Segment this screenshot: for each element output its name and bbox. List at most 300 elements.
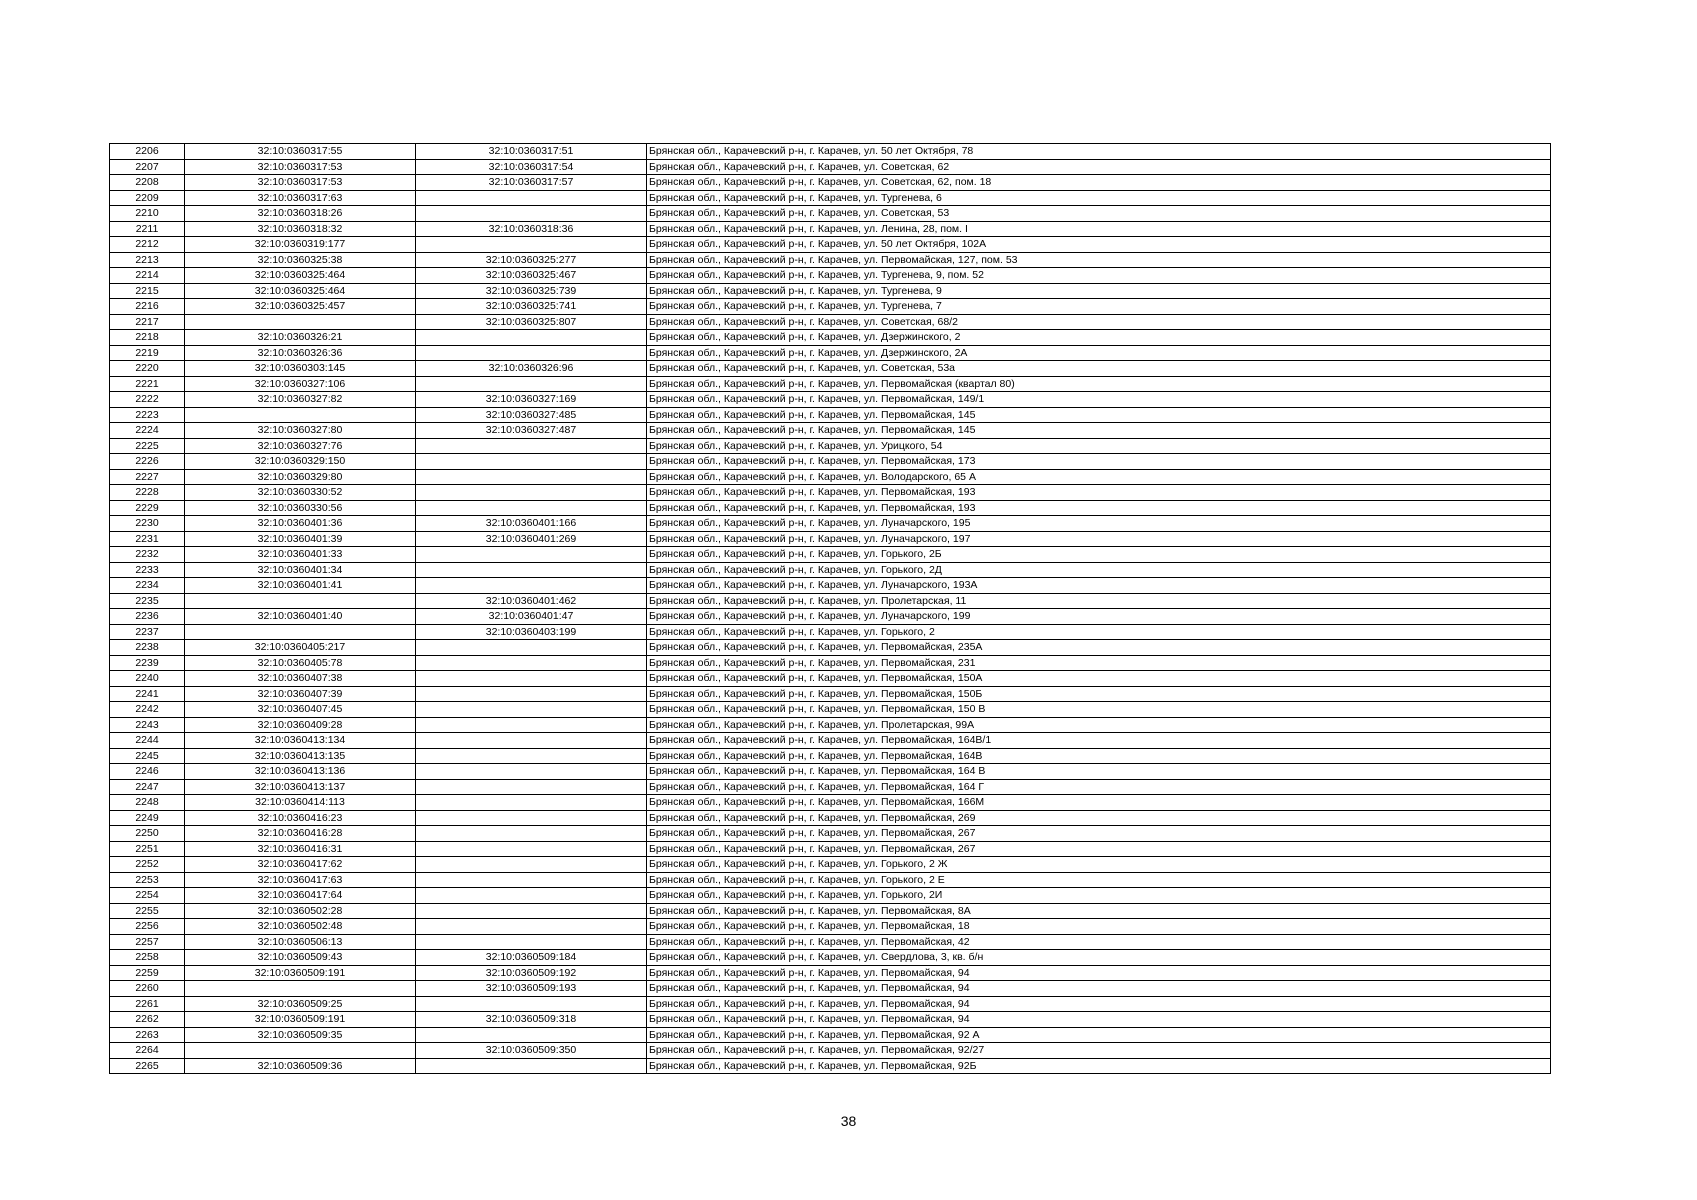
land-cadastral-cell: 32:10:0360401:34 xyxy=(185,562,416,578)
object-cadastral-cell xyxy=(416,345,647,361)
object-cadastral-cell xyxy=(416,686,647,702)
object-cadastral-cell xyxy=(416,903,647,919)
address-cell: Брянская обл., Карачевский р-н, г. Карачев, ул. Первомайская, 164 Г xyxy=(647,779,1551,795)
table-row xyxy=(110,516,1551,532)
land-cadastral-cell: 32:10:0360327:80 xyxy=(185,423,416,439)
object-cadastral-cell: 32:10:0360325:807 xyxy=(416,314,647,330)
address-cell: Брянская обл., Карачевский р-н, г. Карачев, ул. Первомайская, 164В/1 xyxy=(647,733,1551,749)
row-number-cell: 2240 xyxy=(110,671,185,687)
object-cadastral-cell: 32:10:0360401:462 xyxy=(416,593,647,609)
row-number-cell: 2209 xyxy=(110,190,185,206)
table-row xyxy=(110,190,1551,206)
table-row xyxy=(110,407,1551,423)
table-row xyxy=(110,376,1551,392)
land-cadastral-cell: 32:10:0360317:63 xyxy=(185,190,416,206)
page-number: 38 xyxy=(840,1113,857,1129)
table-row xyxy=(110,345,1551,361)
row-number-cell: 2224 xyxy=(110,423,185,439)
land-cadastral-cell: 32:10:0360401:39 xyxy=(185,531,416,547)
object-cadastral-cell: 32:10:0360317:54 xyxy=(416,159,647,175)
address-cell: Брянская обл., Карачевский р-н, г. Карачев, ул. 50 лет Октября, 102А xyxy=(647,237,1551,253)
row-number-cell: 2243 xyxy=(110,717,185,733)
address-cell: Брянская обл., Карачевский р-н, г. Карачев, ул. Дзержинского, 2 xyxy=(647,330,1551,346)
row-number-cell: 2218 xyxy=(110,330,185,346)
object-cadastral-cell xyxy=(416,500,647,516)
table-row xyxy=(110,237,1551,253)
land-cadastral-cell: 32:10:0360319:177 xyxy=(185,237,416,253)
land-cadastral-cell: 32:10:0360417:63 xyxy=(185,872,416,888)
table-row xyxy=(110,717,1551,733)
table-row xyxy=(110,686,1551,702)
row-number-cell: 2244 xyxy=(110,733,185,749)
address-cell: Брянская обл., Карачевский р-н, г. Карачев, ул. Горького, 2 Ж xyxy=(647,857,1551,873)
object-cadastral-cell xyxy=(416,469,647,485)
table-row xyxy=(110,888,1551,904)
land-cadastral-cell: 32:10:0360325:38 xyxy=(185,252,416,268)
land-cadastral-cell: 32:10:0360329:150 xyxy=(185,454,416,470)
object-cadastral-cell: 32:10:0360317:51 xyxy=(416,144,647,160)
object-cadastral-cell xyxy=(416,438,647,454)
object-cadastral-cell xyxy=(416,872,647,888)
address-cell: Брянская обл., Карачевский р-н, г. Карачев, ул. Горького, 2Д xyxy=(647,562,1551,578)
land-cadastral-cell: 32:10:0360417:62 xyxy=(185,857,416,873)
row-number-cell: 2216 xyxy=(110,299,185,315)
table-row xyxy=(110,919,1551,935)
address-cell: Брянская обл., Карачевский р-н, г. Карачев, ул. Первомайская, 18 xyxy=(647,919,1551,935)
land-cadastral-cell xyxy=(185,593,416,609)
address-cell: Брянская обл., Карачевский р-н, г. Карачев, ул. Тургенева, 9 xyxy=(647,283,1551,299)
row-number-cell: 2232 xyxy=(110,547,185,563)
land-cadastral-cell: 32:10:0360317:53 xyxy=(185,175,416,191)
row-number-cell: 2231 xyxy=(110,531,185,547)
row-number-cell: 2254 xyxy=(110,888,185,904)
land-cadastral-cell: 32:10:0360416:31 xyxy=(185,841,416,857)
address-cell: Брянская обл., Карачевский р-н, г. Карачев, ул. Первомайская, 267 xyxy=(647,826,1551,842)
object-cadastral-cell: 32:10:0360509:350 xyxy=(416,1043,647,1059)
address-cell: Брянская обл., Карачевский р-н, г. Карачев, ул. Первомайская, 42 xyxy=(647,934,1551,950)
row-number-cell: 2249 xyxy=(110,810,185,826)
row-number-cell: 2252 xyxy=(110,857,185,873)
table-row xyxy=(110,252,1551,268)
land-cadastral-cell: 32:10:0360502:28 xyxy=(185,903,416,919)
table-row xyxy=(110,175,1551,191)
object-cadastral-cell xyxy=(416,934,647,950)
row-number-cell: 2217 xyxy=(110,314,185,330)
object-cadastral-cell: 32:10:0360326:96 xyxy=(416,361,647,377)
row-number-cell: 2237 xyxy=(110,624,185,640)
address-cell: Брянская обл., Карачевский р-н, г. Карачев, ул. Первомайская, 150 В xyxy=(647,702,1551,718)
object-cadastral-cell xyxy=(416,702,647,718)
address-cell: Брянская обл., Карачевский р-н, г. Карачев, ул. Первомайская, 145 xyxy=(647,423,1551,439)
table-row xyxy=(110,965,1551,981)
land-cadastral-cell: 32:10:0360325:464 xyxy=(185,283,416,299)
object-cadastral-cell xyxy=(416,330,647,346)
row-number-cell: 2206 xyxy=(110,144,185,160)
address-cell: Брянская обл., Карачевский р-н, г. Карачев, ул. Горького, 2 xyxy=(647,624,1551,640)
address-cell: Брянская обл., Карачевский р-н, г. Карачев, ул. Тургенева, 7 xyxy=(647,299,1551,315)
object-cadastral-cell: 32:10:0360509:193 xyxy=(416,981,647,997)
address-cell: Брянская обл., Карачевский р-н, г. Карачев, ул. Дзержинского, 2А xyxy=(647,345,1551,361)
land-cadastral-cell: 32:10:0360325:464 xyxy=(185,268,416,284)
land-cadastral-cell: 32:10:0360509:43 xyxy=(185,950,416,966)
table-row xyxy=(110,593,1551,609)
row-number-cell: 2257 xyxy=(110,934,185,950)
object-cadastral-cell xyxy=(416,826,647,842)
object-cadastral-cell xyxy=(416,190,647,206)
table-row xyxy=(110,361,1551,377)
land-cadastral-cell: 32:10:0360509:35 xyxy=(185,1027,416,1043)
object-cadastral-cell xyxy=(416,1027,647,1043)
row-number-cell: 2259 xyxy=(110,965,185,981)
land-cadastral-cell: 32:10:0360509:191 xyxy=(185,1012,416,1028)
object-cadastral-cell: 32:10:0360325:277 xyxy=(416,252,647,268)
table-row xyxy=(110,872,1551,888)
table-row xyxy=(110,640,1551,656)
object-cadastral-cell xyxy=(416,733,647,749)
object-cadastral-cell xyxy=(416,841,647,857)
row-number-cell: 2253 xyxy=(110,872,185,888)
row-number-cell: 2229 xyxy=(110,500,185,516)
land-cadastral-cell: 32:10:0360502:48 xyxy=(185,919,416,935)
object-cadastral-cell xyxy=(416,237,647,253)
address-cell: Брянская обл., Карачевский р-н, г. Карачев, ул. Ленина, 28, пом. I xyxy=(647,221,1551,237)
address-cell: Брянская обл., Карачевский р-н, г. Карачев, ул. Урицкого, 54 xyxy=(647,438,1551,454)
table-row xyxy=(110,469,1551,485)
address-cell: Брянская обл., Карачевский р-н, г. Карачев, ул. Свердлова, 3, кв. б/н xyxy=(647,950,1551,966)
row-number-cell: 2245 xyxy=(110,748,185,764)
table-row xyxy=(110,826,1551,842)
land-cadastral-cell xyxy=(185,314,416,330)
land-cadastral-cell: 32:10:0360317:55 xyxy=(185,144,416,160)
land-cadastral-cell: 32:10:0360413:134 xyxy=(185,733,416,749)
object-cadastral-cell xyxy=(416,376,647,392)
table-row xyxy=(110,950,1551,966)
land-cadastral-cell: 32:10:0360417:64 xyxy=(185,888,416,904)
address-cell: Брянская обл., Карачевский р-н, г. Карачев, ул. Горького, 2 Е xyxy=(647,872,1551,888)
object-cadastral-cell: 32:10:0360318:36 xyxy=(416,221,647,237)
land-cadastral-cell: 32:10:0360405:78 xyxy=(185,655,416,671)
land-cadastral-cell: 32:10:0360414:113 xyxy=(185,795,416,811)
table-row xyxy=(110,578,1551,594)
row-number-cell: 2239 xyxy=(110,655,185,671)
table-row xyxy=(110,702,1551,718)
address-cell: Брянская обл., Карачевский р-н, г. Карачев, ул. Первомайская, 149/1 xyxy=(647,392,1551,408)
land-cadastral-cell: 32:10:0360407:39 xyxy=(185,686,416,702)
table-row xyxy=(110,609,1551,625)
table-row xyxy=(110,795,1551,811)
table-row xyxy=(110,1012,1551,1028)
land-cadastral-cell xyxy=(185,1043,416,1059)
address-cell: Брянская обл., Карачевский р-н, г. Карачев, ул. Первомайская, 269 xyxy=(647,810,1551,826)
land-cadastral-cell: 32:10:0360407:45 xyxy=(185,702,416,718)
land-cadastral-cell: 32:10:0360413:135 xyxy=(185,748,416,764)
address-cell: Брянская обл., Карачевский р-н, г. Карачев, ул. Володарского, 65 А xyxy=(647,469,1551,485)
table-row xyxy=(110,500,1551,516)
row-number-cell: 2260 xyxy=(110,981,185,997)
land-cadastral-cell: 32:10:0360401:33 xyxy=(185,547,416,563)
object-cadastral-cell xyxy=(416,485,647,501)
row-number-cell: 2241 xyxy=(110,686,185,702)
table-row xyxy=(110,655,1551,671)
object-cadastral-cell: 32:10:0360327:487 xyxy=(416,423,647,439)
address-cell: Брянская обл., Карачевский р-н, г. Карачев, ул. Первомайская, 193 xyxy=(647,500,1551,516)
address-cell: Брянская обл., Карачевский р-н, г. Карачев, ул. Первомайская, 150Б xyxy=(647,686,1551,702)
table-row xyxy=(110,423,1551,439)
row-number-cell: 2213 xyxy=(110,252,185,268)
object-cadastral-cell xyxy=(416,578,647,594)
object-cadastral-cell: 32:10:0360509:192 xyxy=(416,965,647,981)
object-cadastral-cell xyxy=(416,454,647,470)
land-cadastral-cell: 32:10:0360416:23 xyxy=(185,810,416,826)
address-cell: Брянская обл., Карачевский р-н, г. Карачев, ул. Первомайская, 94 xyxy=(647,1012,1551,1028)
address-cell: Брянская обл., Карачевский р-н, г. Карачев, ул. Первомайская, 92Б xyxy=(647,1058,1551,1074)
row-number-cell: 2236 xyxy=(110,609,185,625)
table-row xyxy=(110,1043,1551,1059)
table-row xyxy=(110,283,1551,299)
table-row xyxy=(110,841,1551,857)
table-row xyxy=(110,903,1551,919)
object-cadastral-cell xyxy=(416,640,647,656)
land-cadastral-cell: 32:10:0360401:36 xyxy=(185,516,416,532)
address-cell: Брянская обл., Карачевский р-н, г. Карачев, ул. Первомайская, 231 xyxy=(647,655,1551,671)
land-cadastral-cell xyxy=(185,407,416,423)
land-cadastral-cell: 32:10:0360416:28 xyxy=(185,826,416,842)
object-cadastral-cell xyxy=(416,764,647,780)
row-number-cell: 2238 xyxy=(110,640,185,656)
land-cadastral-cell: 32:10:0360413:136 xyxy=(185,764,416,780)
address-cell: Брянская обл., Карачевский р-н, г. Карачев, ул. Горького, 2Б xyxy=(647,547,1551,563)
table-row xyxy=(110,438,1551,454)
land-cadastral-cell: 32:10:0360413:137 xyxy=(185,779,416,795)
land-cadastral-cell: 32:10:0360303:145 xyxy=(185,361,416,377)
object-cadastral-cell: 32:10:0360401:166 xyxy=(416,516,647,532)
address-cell: Брянская обл., Карачевский р-н, г. Карачев, ул. Советская, 62 xyxy=(647,159,1551,175)
table-row xyxy=(110,1027,1551,1043)
address-cell: Брянская обл., Карачевский р-н, г. Карачев, ул. Луначарского, 195 xyxy=(647,516,1551,532)
row-number-cell: 2246 xyxy=(110,764,185,780)
address-cell: Брянская обл., Карачевский р-н, г. Карачев, ул. Пролетарская, 99А xyxy=(647,717,1551,733)
row-number-cell: 2225 xyxy=(110,438,185,454)
table-row xyxy=(110,299,1551,315)
address-cell: Брянская обл., Карачевский р-н, г. Карачев, ул. Луначарского, 197 xyxy=(647,531,1551,547)
object-cadastral-cell xyxy=(416,1058,647,1074)
land-cadastral-cell: 32:10:0360330:56 xyxy=(185,500,416,516)
row-number-cell: 2221 xyxy=(110,376,185,392)
object-cadastral-cell xyxy=(416,888,647,904)
address-cell: Брянская обл., Карачевский р-н, г. Карачев, ул. Первомайская, 92 А xyxy=(647,1027,1551,1043)
row-number-cell: 2211 xyxy=(110,221,185,237)
object-cadastral-cell: 32:10:0360327:485 xyxy=(416,407,647,423)
address-cell: Брянская обл., Карачевский р-н, г. Карачев, ул. Советская, 68/2 xyxy=(647,314,1551,330)
object-cadastral-cell xyxy=(416,795,647,811)
object-cadastral-cell xyxy=(416,919,647,935)
address-cell: Брянская обл., Карачевский р-н, г. Карачев, ул. Первомайская, 127, пом. 53 xyxy=(647,252,1551,268)
row-number-cell: 2261 xyxy=(110,996,185,1012)
address-cell: Брянская обл., Карачевский р-н, г. Карачев, ул. Первомайская, 235А xyxy=(647,640,1551,656)
object-cadastral-cell xyxy=(416,671,647,687)
land-cadastral-cell: 32:10:0360409:28 xyxy=(185,717,416,733)
object-cadastral-cell xyxy=(416,996,647,1012)
object-cadastral-cell xyxy=(416,748,647,764)
row-number-cell: 2248 xyxy=(110,795,185,811)
land-cadastral-cell: 32:10:0360318:32 xyxy=(185,221,416,237)
address-cell: Брянская обл., Карачевский р-н, г. Карачев, ул. Советская, 53 xyxy=(647,206,1551,222)
table-row xyxy=(110,206,1551,222)
address-cell: Брянская обл., Карачевский р-н, г. Карачев, ул. Луначарского, 193А xyxy=(647,578,1551,594)
land-cadastral-cell: 32:10:0360330:52 xyxy=(185,485,416,501)
object-cadastral-cell xyxy=(416,857,647,873)
cadastral-table xyxy=(109,143,1551,1074)
address-cell: Брянская обл., Карачевский р-н, г. Карачев, ул. Первомайская, 173 xyxy=(647,454,1551,470)
land-cadastral-cell: 32:10:0360326:36 xyxy=(185,345,416,361)
table-row xyxy=(110,268,1551,284)
row-number-cell: 2212 xyxy=(110,237,185,253)
object-cadastral-cell xyxy=(416,810,647,826)
row-number-cell: 2214 xyxy=(110,268,185,284)
land-cadastral-cell: 32:10:0360327:106 xyxy=(185,376,416,392)
address-cell: Брянская обл., Карачевский р-н, г. Карачев, ул. Тургенева, 6 xyxy=(647,190,1551,206)
object-cadastral-cell: 32:10:0360325:741 xyxy=(416,299,647,315)
object-cadastral-cell: 32:10:0360325:467 xyxy=(416,268,647,284)
address-cell: Брянская обл., Карачевский р-н, г. Карачев, ул. Первомайская, 94 xyxy=(647,996,1551,1012)
object-cadastral-cell xyxy=(416,655,647,671)
table-row xyxy=(110,330,1551,346)
land-cadastral-cell: 32:10:0360327:82 xyxy=(185,392,416,408)
address-cell: Брянская обл., Карачевский р-н, г. Карачев, ул. Первомайская, 145 xyxy=(647,407,1551,423)
address-cell: Брянская обл., Карачевский р-н, г. Карачев, ул. Первомайская, 267 xyxy=(647,841,1551,857)
object-cadastral-cell: 32:10:0360401:47 xyxy=(416,609,647,625)
row-number-cell: 2258 xyxy=(110,950,185,966)
row-number-cell: 2250 xyxy=(110,826,185,842)
row-number-cell: 2247 xyxy=(110,779,185,795)
row-number-cell: 2220 xyxy=(110,361,185,377)
land-cadastral-cell xyxy=(185,624,416,640)
row-number-cell: 2233 xyxy=(110,562,185,578)
land-cadastral-cell: 32:10:0360509:36 xyxy=(185,1058,416,1074)
land-cadastral-cell: 32:10:0360326:21 xyxy=(185,330,416,346)
row-number-cell: 2256 xyxy=(110,919,185,935)
table-row xyxy=(110,454,1551,470)
land-cadastral-cell: 32:10:0360407:38 xyxy=(185,671,416,687)
row-number-cell: 2227 xyxy=(110,469,185,485)
row-number-cell: 2223 xyxy=(110,407,185,423)
row-number-cell: 2228 xyxy=(110,485,185,501)
land-cadastral-cell: 32:10:0360509:191 xyxy=(185,965,416,981)
table-row xyxy=(110,624,1551,640)
table-row xyxy=(110,857,1551,873)
object-cadastral-cell xyxy=(416,717,647,733)
row-number-cell: 2251 xyxy=(110,841,185,857)
address-cell: Брянская обл., Карачевский р-н, г. Карачев, ул. Первомайская, 164 В xyxy=(647,764,1551,780)
row-number-cell: 2215 xyxy=(110,283,185,299)
address-cell: Брянская обл., Карачевский р-н, г. Карачев, ул. Первомайская, 166М xyxy=(647,795,1551,811)
address-cell: Брянская обл., Карачевский р-н, г. Карачев, ул. Советская, 62, пом. 18 xyxy=(647,175,1551,191)
row-number-cell: 2207 xyxy=(110,159,185,175)
address-cell: Брянская обл., Карачевский р-н, г. Карачев, ул. 50 лет Октября, 78 xyxy=(647,144,1551,160)
row-number-cell: 2222 xyxy=(110,392,185,408)
row-number-cell: 2265 xyxy=(110,1058,185,1074)
row-number-cell: 2235 xyxy=(110,593,185,609)
land-cadastral-cell: 32:10:0360405:217 xyxy=(185,640,416,656)
land-cadastral-cell: 32:10:0360506:13 xyxy=(185,934,416,950)
table-body xyxy=(110,144,1551,1074)
land-cadastral-cell xyxy=(185,981,416,997)
address-cell: Брянская обл., Карачевский р-н, г. Карачев, ул. Первомайская (квартал 80) xyxy=(647,376,1551,392)
row-number-cell: 2210 xyxy=(110,206,185,222)
address-cell: Брянская обл., Карачевский р-н, г. Карачев, ул. Пролетарская, 11 xyxy=(647,593,1551,609)
table-row xyxy=(110,562,1551,578)
land-cadastral-cell: 32:10:0360401:41 xyxy=(185,578,416,594)
land-cadastral-cell: 32:10:0360327:76 xyxy=(185,438,416,454)
table-row xyxy=(110,671,1551,687)
object-cadastral-cell: 32:10:0360317:57 xyxy=(416,175,647,191)
table-row xyxy=(110,779,1551,795)
address-cell: Брянская обл., Карачевский р-н, г. Карачев, ул. Луначарского, 199 xyxy=(647,609,1551,625)
address-cell: Брянская обл., Карачевский р-н, г. Карачев, ул. Первомайская, 8А xyxy=(647,903,1551,919)
object-cadastral-cell: 32:10:0360327:169 xyxy=(416,392,647,408)
address-cell: Брянская обл., Карачевский р-н, г. Карачев, ул. Первомайская, 150А xyxy=(647,671,1551,687)
table-row xyxy=(110,392,1551,408)
row-number-cell: 2226 xyxy=(110,454,185,470)
table-row xyxy=(110,934,1551,950)
row-number-cell: 2242 xyxy=(110,702,185,718)
address-cell: Брянская обл., Карачевский р-н, г. Карачев, ул. Тургенева, 9, пом. 52 xyxy=(647,268,1551,284)
object-cadastral-cell: 32:10:0360509:318 xyxy=(416,1012,647,1028)
table-row xyxy=(110,485,1551,501)
land-cadastral-cell: 32:10:0360318:26 xyxy=(185,206,416,222)
object-cadastral-cell: 32:10:0360509:184 xyxy=(416,950,647,966)
object-cadastral-cell xyxy=(416,547,647,563)
object-cadastral-cell: 32:10:0360403:199 xyxy=(416,624,647,640)
object-cadastral-cell xyxy=(416,779,647,795)
address-cell: Брянская обл., Карачевский р-н, г. Карачев, ул. Первомайская, 94 xyxy=(647,965,1551,981)
address-cell: Брянская обл., Карачевский р-н, г. Карачев, ул. Советская, 53а xyxy=(647,361,1551,377)
land-cadastral-cell: 32:10:0360325:457 xyxy=(185,299,416,315)
object-cadastral-cell xyxy=(416,562,647,578)
table-row xyxy=(110,1058,1551,1074)
table-row xyxy=(110,547,1551,563)
row-number-cell: 2208 xyxy=(110,175,185,191)
address-cell: Брянская обл., Карачевский р-н, г. Карачев, ул. Горького, 2И xyxy=(647,888,1551,904)
table-row xyxy=(110,810,1551,826)
land-cadastral-cell: 32:10:0360317:53 xyxy=(185,159,416,175)
table-row xyxy=(110,221,1551,237)
address-cell: Брянская обл., Карачевский р-н, г. Карачев, ул. Первомайская, 94 xyxy=(647,981,1551,997)
row-number-cell: 2264 xyxy=(110,1043,185,1059)
table-row xyxy=(110,996,1551,1012)
land-cadastral-cell: 32:10:0360509:25 xyxy=(185,996,416,1012)
table-row xyxy=(110,159,1551,175)
row-number-cell: 2263 xyxy=(110,1027,185,1043)
land-cadastral-cell: 32:10:0360329:80 xyxy=(185,469,416,485)
object-cadastral-cell: 32:10:0360325:739 xyxy=(416,283,647,299)
row-number-cell: 2262 xyxy=(110,1012,185,1028)
table-row xyxy=(110,733,1551,749)
table-row xyxy=(110,981,1551,997)
address-cell: Брянская обл., Карачевский р-н, г. Карачев, ул. Первомайская, 193 xyxy=(647,485,1551,501)
table-row xyxy=(110,531,1551,547)
table-row xyxy=(110,144,1551,160)
table-row xyxy=(110,764,1551,780)
row-number-cell: 2255 xyxy=(110,903,185,919)
table-row xyxy=(110,314,1551,330)
land-cadastral-cell: 32:10:0360401:40 xyxy=(185,609,416,625)
address-cell: Брянская обл., Карачевский р-н, г. Карачев, ул. Первомайская, 164В xyxy=(647,748,1551,764)
object-cadastral-cell xyxy=(416,206,647,222)
row-number-cell: 2230 xyxy=(110,516,185,532)
row-number-cell: 2234 xyxy=(110,578,185,594)
address-cell: Брянская обл., Карачевский р-н, г. Карачев, ул. Первомайская, 92/27 xyxy=(647,1043,1551,1059)
